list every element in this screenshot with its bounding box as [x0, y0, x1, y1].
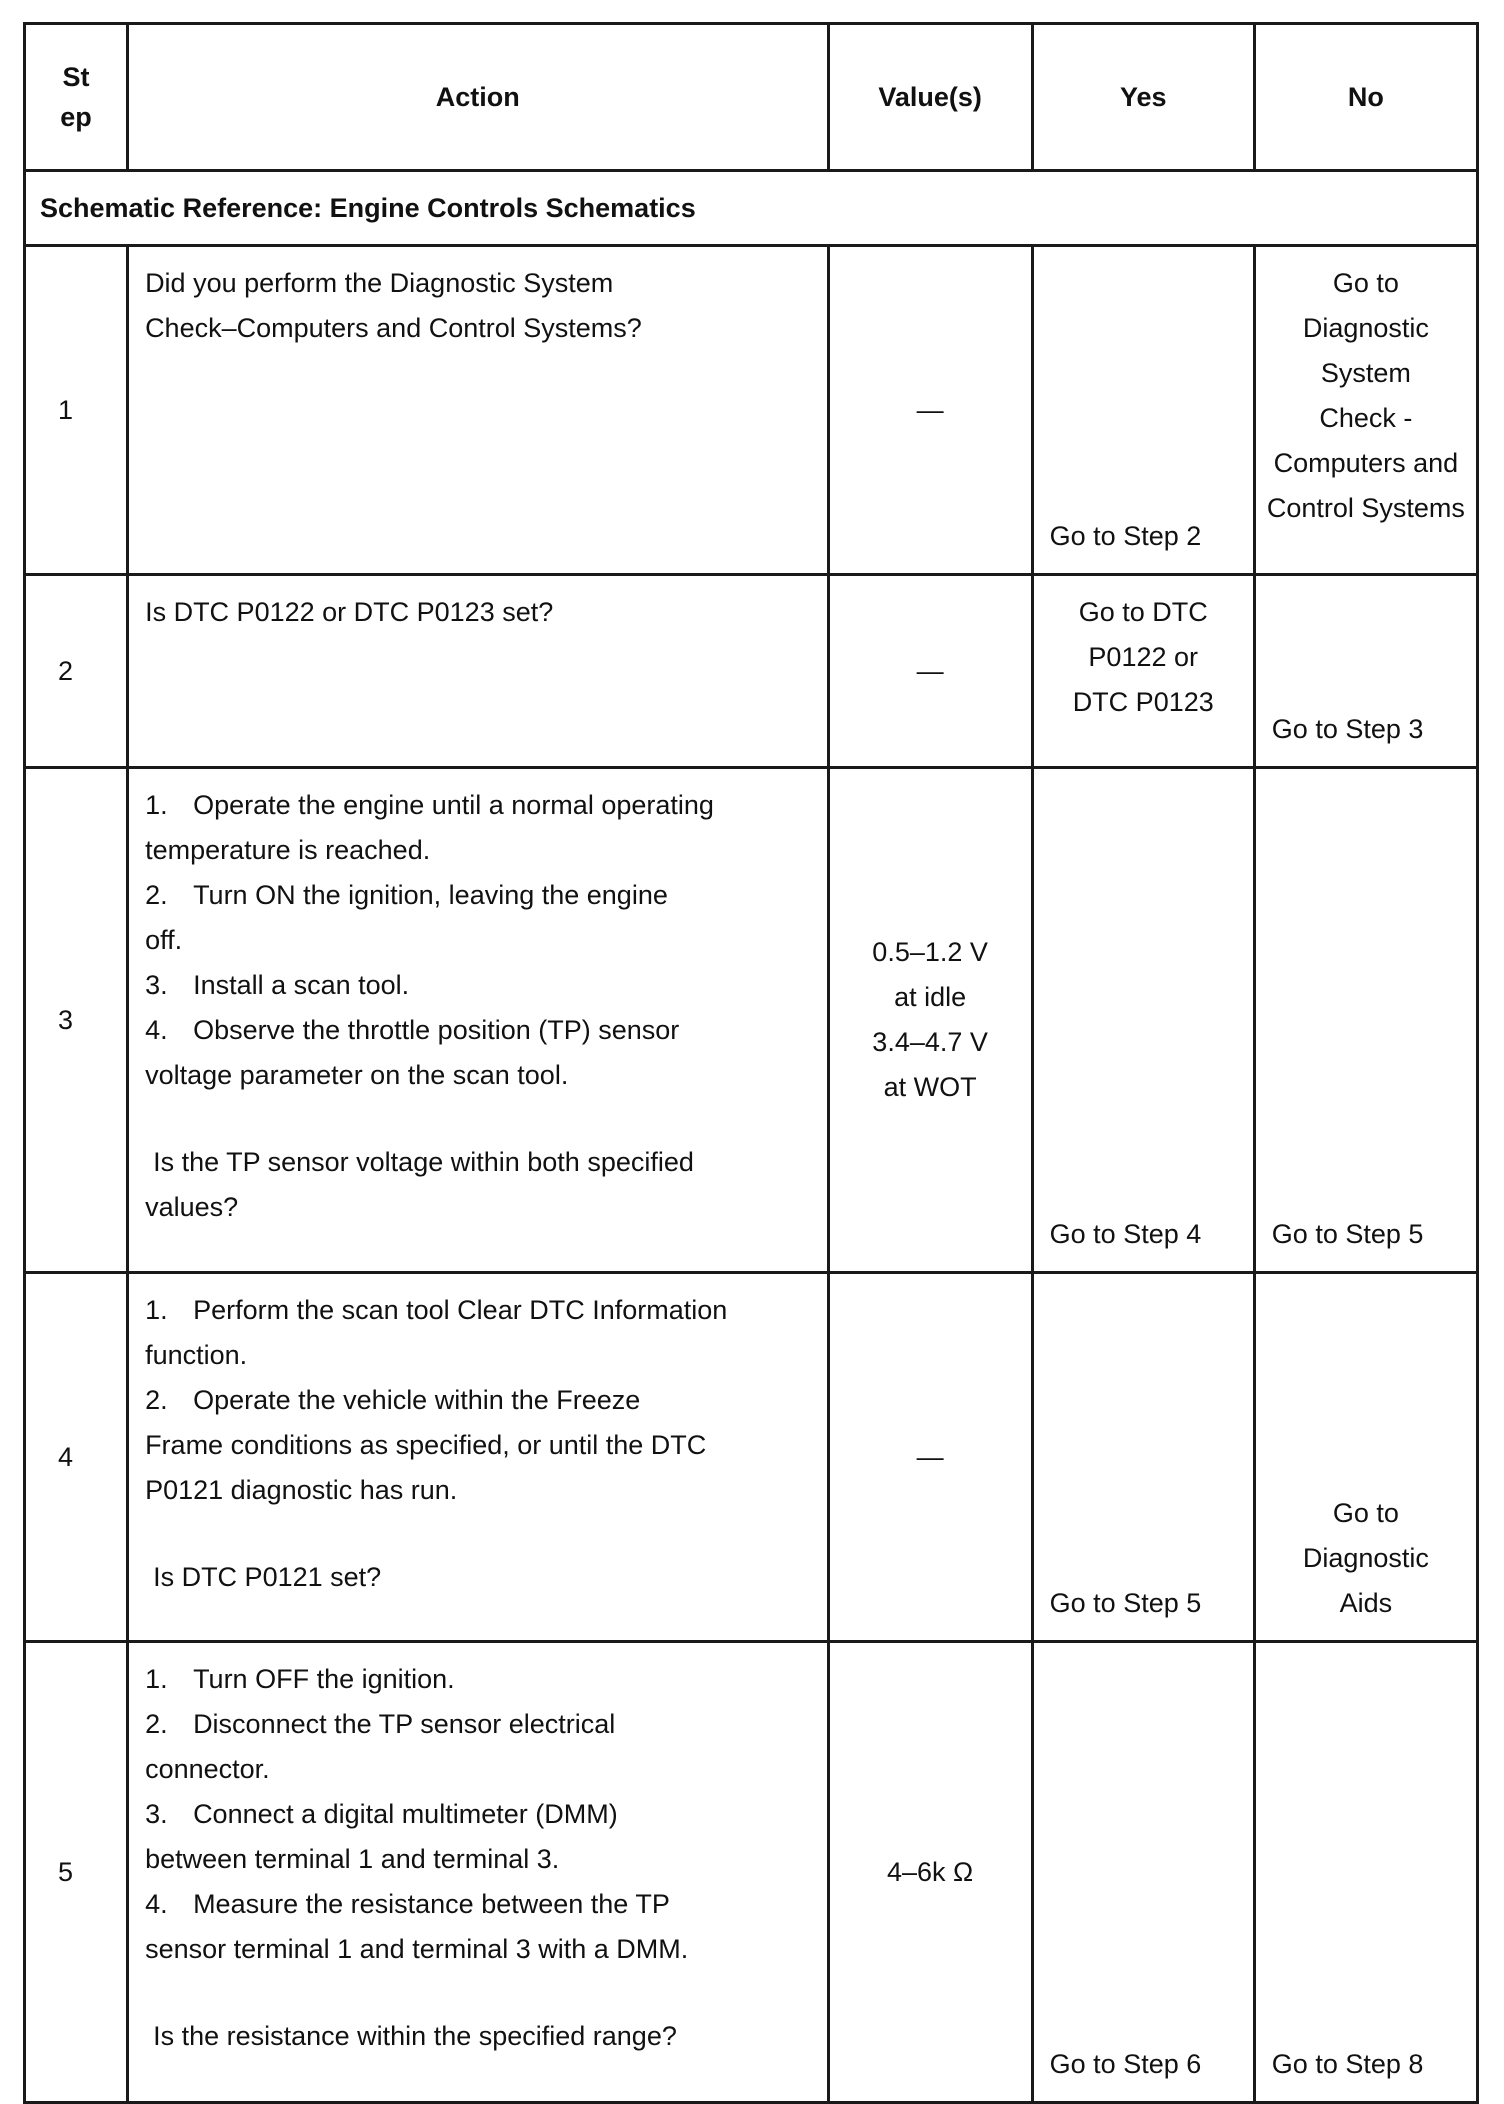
value-cell: 4–6k Ω — [828, 1642, 1032, 2103]
value-cell: — — [828, 1273, 1032, 1642]
item-number: 2. — [145, 1385, 168, 1415]
spacer — [145, 1098, 812, 1140]
header-step — [25, 24, 128, 171]
no-text: Computers and — [1273, 448, 1459, 478]
action-item — [145, 1288, 812, 1333]
value-text: at WOT — [883, 1072, 977, 1102]
no-text: Go to — [1332, 268, 1399, 298]
no-text: Diagnostic — [1302, 1543, 1429, 1573]
item-text: Connect a digital multimeter (DMM) — [193, 1799, 618, 1829]
item-text: Install a scan tool. — [193, 970, 410, 1000]
value-text: 3.4–4.7 V — [872, 1027, 988, 1057]
item-text: Frame conditions as specified, or until the DTC — [145, 1430, 707, 1460]
action-text: Is DTC P0122 or DTC P0123 set? — [145, 597, 554, 627]
diagnostic-table — [23, 22, 1479, 2104]
no-cell — [1254, 768, 1477, 1273]
table-row — [25, 1273, 1478, 1642]
item-text: Turn ON the ignition, leaving the engine — [193, 880, 668, 910]
table-row — [25, 575, 1478, 768]
action-text: Did you perform the Diagnostic System — [145, 268, 614, 298]
action-item — [145, 1702, 812, 1747]
item-text: P0121 diagnostic has run. — [145, 1475, 458, 1505]
action-item — [145, 1378, 812, 1423]
yes-text: Go to Step 2 — [1049, 521, 1202, 551]
yes-text: Go to Step 5 — [1049, 1588, 1202, 1618]
item-text: connector. — [145, 1754, 270, 1784]
header-row — [25, 24, 1478, 171]
header-yes: Yes — [1032, 24, 1254, 171]
item-number: 2. — [145, 1709, 168, 1739]
value-text: at idle — [894, 982, 967, 1012]
step-number: 5 — [25, 1642, 128, 2103]
item-text: sensor terminal 1 and terminal 3 with a DMM. — [145, 1934, 689, 1964]
spacer — [145, 1972, 812, 2014]
table-row — [25, 768, 1478, 1273]
table-row — [25, 1642, 1478, 2103]
item-text: Turn OFF the ignition. — [193, 1664, 455, 1694]
header-step-line: St — [62, 62, 90, 92]
yes-text: P0122 or — [1088, 642, 1199, 672]
question-text: Is the TP sensor voltage within both specified — [153, 1147, 694, 1177]
action-item — [145, 1792, 812, 1837]
no-text: Aids — [1339, 1588, 1393, 1618]
yes-text: DTC P0123 — [1072, 687, 1214, 717]
item-text: Observe the throttle position (TP) sensor — [193, 1015, 680, 1045]
yes-text: Go to Step 6 — [1049, 2049, 1202, 2079]
step-number: 3 — [25, 768, 128, 1273]
action-cell — [128, 1642, 828, 2103]
yes-cell — [1032, 246, 1254, 575]
step-number: 4 — [25, 1273, 128, 1642]
action-item — [145, 963, 812, 1008]
no-text: Go to Step 8 — [1271, 2049, 1424, 2079]
no-cell — [1254, 575, 1477, 768]
step-number: 2 — [25, 575, 128, 768]
action-cell — [128, 768, 828, 1273]
value-cell — [828, 768, 1032, 1273]
item-text: between terminal 1 and terminal 3. — [145, 1844, 560, 1874]
no-text: Control Systems — [1266, 493, 1465, 523]
value-cell: — — [828, 246, 1032, 575]
item-text: Operate the vehicle within the Freeze — [193, 1385, 641, 1415]
header-action: Action — [128, 24, 828, 171]
no-cell — [1254, 1642, 1477, 2103]
value-text: 0.5–1.2 V — [872, 937, 988, 967]
action-text: Check–Computers and Control Systems? — [145, 313, 642, 343]
action-item — [145, 1008, 812, 1053]
yes-cell — [1032, 1273, 1254, 1642]
schematic-reference-row — [25, 171, 1478, 246]
action-cell — [128, 246, 828, 575]
item-text: Measure the resistance between the TP — [193, 1889, 670, 1919]
step-number: 1 — [25, 246, 128, 575]
no-text: Check - — [1319, 403, 1413, 433]
item-number: 1. — [145, 1664, 168, 1694]
no-text: Go to Step 5 — [1271, 1219, 1424, 1249]
question-text: values? — [145, 1192, 239, 1222]
header-no: No — [1254, 24, 1477, 171]
spacer — [145, 1513, 812, 1555]
item-text: off. — [145, 925, 183, 955]
action-cell — [128, 575, 828, 768]
item-number: 4. — [145, 1015, 168, 1045]
no-text: System — [1320, 358, 1411, 388]
item-text: Operate the engine until a normal operating — [193, 790, 714, 820]
no-text: Go to Step 3 — [1271, 714, 1424, 744]
no-text: Go to — [1332, 1498, 1399, 1528]
action-item — [145, 873, 812, 918]
item-number: 1. — [145, 1295, 168, 1325]
item-number: 1. — [145, 790, 168, 820]
value-cell: — — [828, 575, 1032, 768]
yes-cell — [1032, 768, 1254, 1273]
item-number: 3. — [145, 970, 168, 1000]
yes-cell — [1032, 575, 1254, 768]
action-item — [145, 1657, 812, 1702]
item-text: voltage parameter on the scan tool. — [145, 1060, 569, 1090]
schematic-reference: Schematic Reference: Engine Controls Schematics — [25, 171, 1478, 246]
yes-text: Go to Step 4 — [1049, 1219, 1202, 1249]
no-text: Diagnostic — [1302, 313, 1429, 343]
no-cell — [1254, 1273, 1477, 1642]
yes-cell — [1032, 1642, 1254, 2103]
action-item — [145, 783, 812, 828]
item-number: 3. — [145, 1799, 168, 1829]
item-text: Perform the scan tool Clear DTC Information — [193, 1295, 728, 1325]
item-number: 4. — [145, 1889, 168, 1919]
question-text: Is the resistance within the specified range? — [153, 2021, 677, 2051]
item-text: Disconnect the TP sensor electrical — [193, 1709, 616, 1739]
item-text: temperature is reached. — [145, 835, 431, 865]
item-number: 2. — [145, 880, 168, 910]
no-cell — [1254, 246, 1477, 575]
header-values: Value(s) — [828, 24, 1032, 171]
yes-text: Go to DTC — [1078, 597, 1208, 627]
action-cell — [128, 1273, 828, 1642]
action-item — [145, 1882, 812, 1927]
item-text: function. — [145, 1340, 248, 1370]
table-row — [25, 246, 1478, 575]
header-step-line: ep — [60, 102, 92, 132]
question-text: Is DTC P0121 set? — [153, 1562, 382, 1592]
